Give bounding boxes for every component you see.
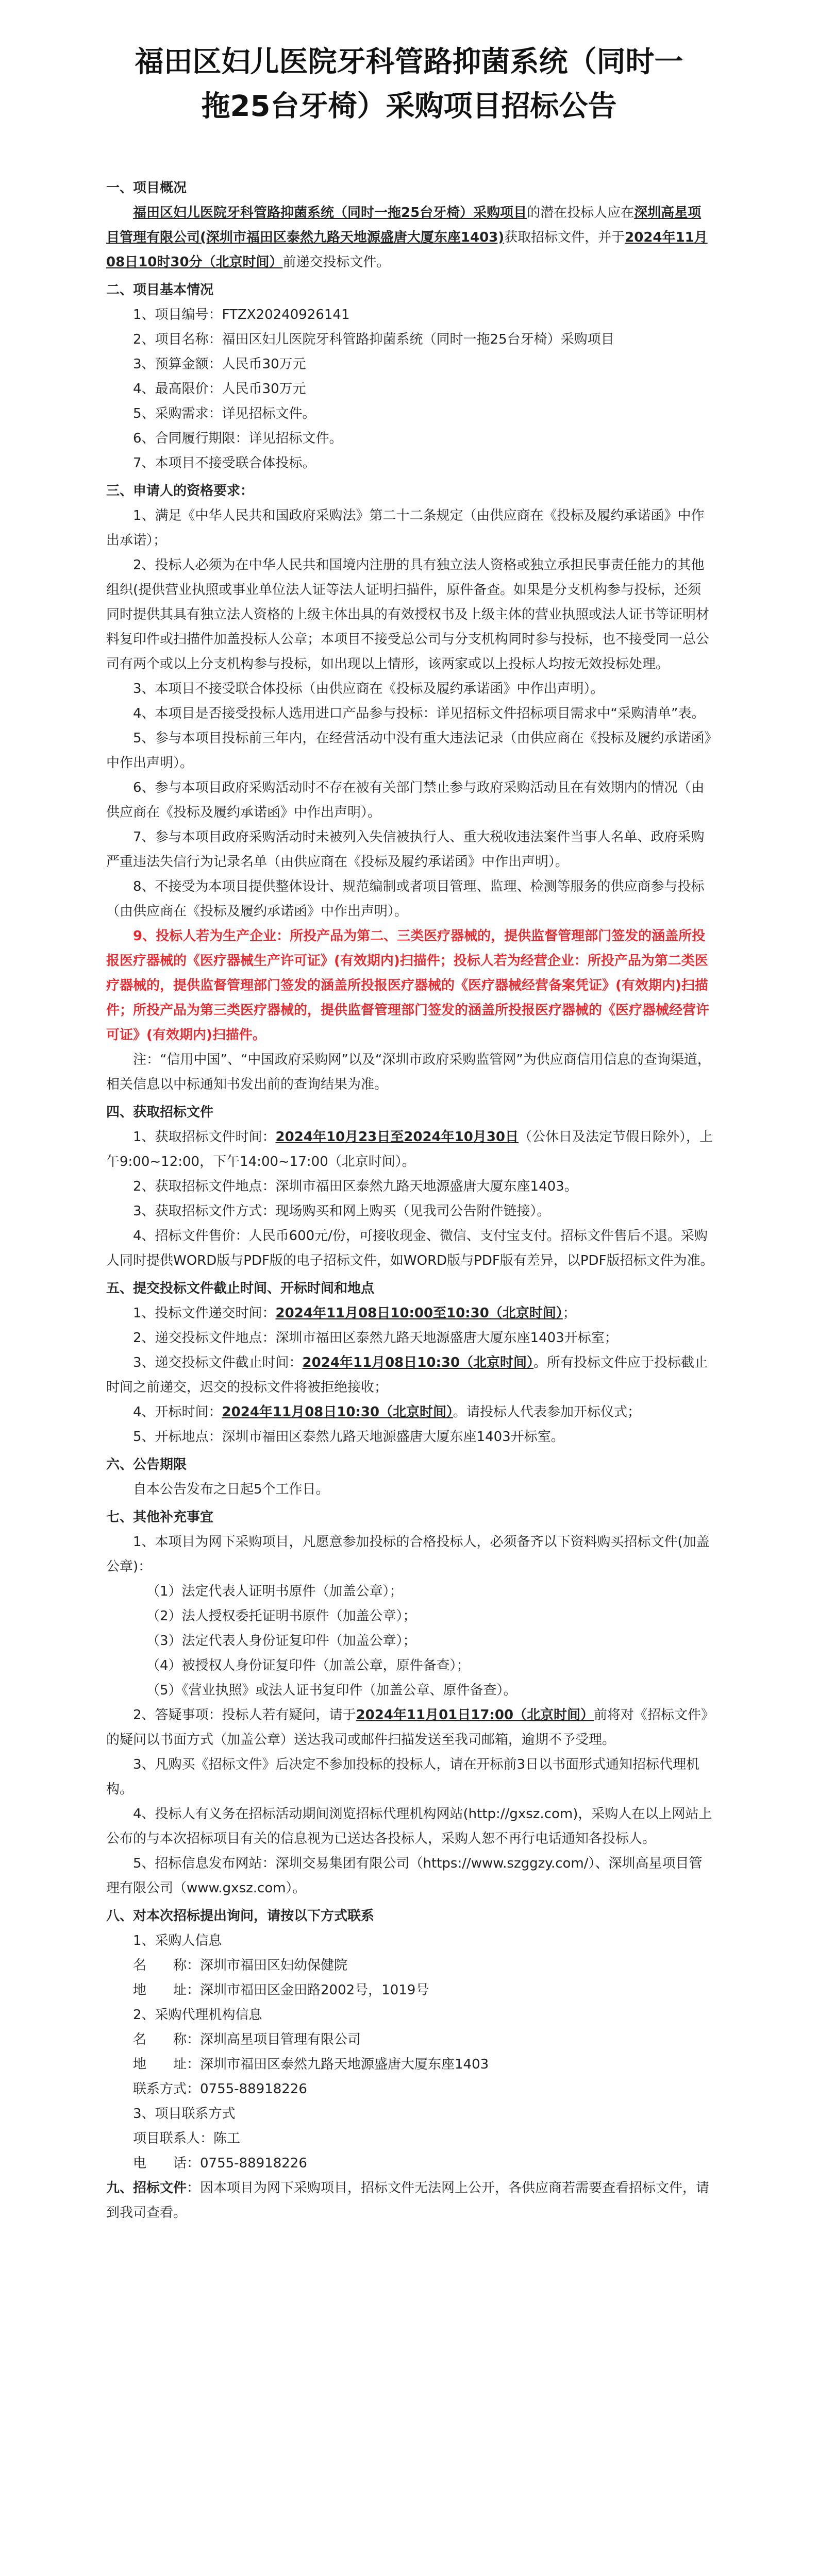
project-info-item: 5、采购需求：详见招标文件。 — [133, 406, 316, 421]
qualification-item: 4、本项目是否接受投标人选用进口产品参与投标：详见招标文件招标项目需求中“采购清单”表。 — [133, 706, 705, 721]
opening-place: 5、开标地点：深圳市福田区泰然九路天地源盛唐大厦东座1403开标室。 — [133, 1429, 564, 1445]
agency-phone: 联系方式：0755-88918226 — [133, 2081, 307, 2097]
section-6-heading: 六、公告期限 — [106, 1457, 187, 1472]
document-price: 4、招标文件售价：人民币600元/份，可接收现金、微信、支付宝支付。招标文件售后不退。采购人同时提供WORD版与PDF版的电子招标文件，如WORD版与PDF版有差异，以PDF版招标文件为准。 — [106, 1228, 714, 1268]
page-title-line-2: 拖25台牙椅）采购项目招标公告 — [201, 90, 617, 123]
purchaser-address: 地 址：深圳市福田区金田路2002号，1019号 — [133, 1982, 429, 1998]
project-contact-phone: 电 话：0755-88918226 — [133, 2156, 307, 2171]
qualification-item: 2、投标人必须为在中华人民共和国境内注册的具有独立法人资格或独立承担民事责任能力的其他组织(提供营业执照或事业单位法人证等法人证明扫描件，原件备查。如果是分支机构参与投标，还须同时提供其具有独立法人资格的上级主体出具的有效授权书及上级主体的营业执照或法人证书等证明材料复印件或扫描件加盖投标人公章；本项目不接受总公司与分支机构同时参与投标，也不接受同一总公司有两个或以上分支机构参与投标，如出现以上情形，该两家或以上投标人均按无效投标处理。 — [106, 557, 710, 672]
text: 。所有投标文件应于投标截止时间之前递交，迟交的投标文件将被拒绝接收； — [106, 1355, 708, 1395]
text: 。请投标人代表参加开标仪式； — [453, 1404, 641, 1420]
section-9-text: ：因本项目为网下采购项目，招标文件无法网上公开，各供应商若需要查看招标文件，请到我司查看。 — [106, 2180, 710, 2221]
section-9 — [106, 2176, 714, 2225]
required-doc-item: （2）法人授权委托证明书原件（加盖公章）； — [146, 1608, 416, 1624]
website-note: 4、投标人有义务在招标活动期间浏览招标代理机构网站(http://gxsz.com)，采购人在以上网站上公布的与本次招标项目有关的信息视为已送达各投标人，采购人恕不再行电话通知各投标人。 — [106, 1806, 712, 1846]
announcement-body — [106, 173, 714, 2225]
section-8-heading: 八、对本次招标提出询问，请按以下方式联系 — [106, 1908, 375, 1924]
project-info-item: 6、合同履行期限：详见招标文件。 — [133, 431, 343, 446]
text: （公休日及法定节假日除外），上午9:00~12:00，下午14:00~17:00（北京时间）。 — [106, 1129, 713, 1170]
agency-info-heading: 2、采购代理机构信息 — [133, 2007, 262, 2023]
submission-window: 2024年11月08日10:00至10:30（北京时间） — [275, 1306, 563, 1321]
section-1-paragraph — [106, 200, 714, 275]
required-doc-item: （3）法定代表人身份证复印件（加盖公章）； — [146, 1633, 416, 1649]
publish-sites: 5、招标信息发布网站：深圳交易集团有限公司（https://www.szggzy.com/）、深圳高星项目管理有限公司（www.gxsz.com）。 — [106, 1856, 703, 1896]
text: 前将对《招标文件》的疑问以书面方式（加盖公章）送达我司或邮件扫描发送至我司邮箱，逾期不予受理。 — [106, 1707, 708, 1748]
acquisition-place: 2、获取招标文件地点：深圳市福田区泰然九路天地源盛唐大厦东座1403。 — [133, 1179, 578, 1194]
text: 1、获取招标文件时间： — [133, 1129, 276, 1145]
project-info-item: 7、本项目不接受联合体投标。 — [133, 455, 316, 471]
text: 获取招标文件，并于 — [504, 230, 625, 245]
notice-period: 自本公告发布之日起5个工作日。 — [133, 1482, 329, 1497]
qualification-item: 8、不接受为本项目提供整体设计、规范编制或者项目管理、监理、检测等服务的供应商参与投标（由供应商在《投标及履约承诺函》中作出声明）。 — [106, 879, 705, 919]
project-info-item: 3、预算金额：人民币30万元 — [133, 357, 306, 372]
qualification-item: 5、参与本项目投标前三年内，在经营活动中没有重大违法记录（由供应商在《投标及履约承诺函》中作出声明）。 — [106, 731, 711, 771]
deadline: 2024年11月08日10时30分（北京时间） — [106, 230, 708, 270]
opening-time — [106, 1400, 714, 1425]
project-contact-heading: 3、项目联系方式 — [133, 2106, 236, 2122]
agency-address-line: 地 址：深圳市福田区泰然九路天地源盛唐大厦东座1403 — [133, 2057, 489, 2072]
qualification-item: 6、参与本项目政府采购活动时不存在被有关部门禁止参与政府采购活动且在有效期内的情况（由供应商在《投标及履约承诺函》中作出声明）。 — [106, 780, 705, 820]
section-4-heading: 四、获取招标文件 — [106, 1105, 214, 1120]
opening-datetime: 2024年11月08日10:30（北京时间） — [222, 1404, 454, 1420]
section-5-heading: 五、提交投标文件截止时间、开标时间和地点 — [106, 1281, 375, 1296]
section-9-heading: 九、招标文件 — [106, 2180, 187, 2196]
text: ； — [562, 1306, 576, 1321]
page-title-line-1: 福田区妇儿医院牙科管路抑菌系统（同时一 — [135, 45, 683, 79]
text: 1、投标文件递交时间： — [133, 1306, 276, 1321]
agency-address: 深圳高星项目管理有限公司(深圳市福田区泰然九路天地源盛唐大厦东座1403) — [106, 205, 702, 245]
credit-note: 注：“信用中国”、“中国政府采购网”以及“深圳市政府采购监管网”为供应商信用信息的查询渠道，相关信息以中标通知书发出前的查询结果为准。 — [106, 1052, 711, 1092]
withdraw-note: 3、凡购买《招标文件》后决定不参加投标的投标人，请在开标前3日以书面形式通知招标代理机构。 — [106, 1757, 700, 1797]
submission-place: 2、递交投标文件地点：深圳市福田区泰然九路天地源盛唐大厦东座1403开标室； — [133, 1330, 618, 1346]
text: 4、开标时间： — [133, 1404, 222, 1420]
submission-time — [106, 1301, 714, 1326]
acquisition-dates: 2024年10月23日至2024年10月30日 — [275, 1129, 519, 1145]
qa-note — [106, 1703, 714, 1752]
required-doc-item: （5）《营业执照》或法人证书复印件（加盖公章、原件备查）。 — [146, 1683, 517, 1698]
acquisition-method: 3、获取招标文件方式：现场购买和网上购买（见我司公告附件链接）。 — [133, 1204, 550, 1219]
project-name-link: 福田区妇儿医院牙科管路抑菌系统（同时一拖25台牙椅）采购项目 — [133, 205, 527, 221]
acquisition-time — [106, 1125, 714, 1174]
qa-deadline: 2024年11月01日17:00（北京时间） — [356, 1707, 594, 1723]
project-info-item: 4、最高限价：人民币30万元 — [133, 381, 306, 397]
project-info-item: 1、项目编号：FTZX20240926141 — [133, 307, 350, 323]
text: 3、递交投标文件截止时间： — [133, 1355, 303, 1370]
qualification-item: 1、满足《中华人民共和国政府采购法》第二十二条规定（由供应商在《投标及履约承诺函》中作出承诺）； — [106, 508, 705, 548]
text: 前递交投标文件。 — [282, 255, 390, 270]
agency-name: 名 称：深圳高星项目管理有限公司 — [133, 2032, 361, 2047]
qualification-item: 7、参与本项目政府采购活动时未被列入失信被执行人、重大税收违法案件当事人名单、政府采购严重违法失信行为记录名单（由供应商在《投标及履约承诺函》中作出声明）。 — [106, 829, 705, 870]
section-1-heading: 一、项目概况 — [106, 180, 187, 196]
submission-deadline — [106, 1350, 714, 1400]
text: 的潜在投标人应在 — [527, 205, 635, 221]
offline-purchase-note: 1、本项目为网下采购项目，凡愿意参加投标的合格投标人，必须备齐以下资料购买招标文件(加盖公章)： — [106, 1534, 710, 1574]
required-doc-item: （1）法定代表人证明书原件（加盖公章）； — [146, 1584, 403, 1599]
section-7-heading: 七、其他补充事宜 — [106, 1510, 214, 1525]
project-contact-person: 项目联系人：陈工 — [133, 2131, 241, 2146]
deadline-time: 2024年11月08日10:30（北京时间） — [302, 1355, 534, 1370]
section-2-heading: 二、项目基本情况 — [106, 282, 214, 298]
qualification-item-medical-device: 9、投标人若为生产企业：所投产品为第二、三类医疗器械的，提供监督管理部门签发的涵盖所投报医疗器械的《医疗器械生产许可证》(有效期内)扫描件；投标人若为经营企业：所投产品为第二类医疗器械的，提供监督管理部门签发的涵盖所投报医疗器械的《医疗器械经营备案凭证》(有效期内)扫描件；所投产品为第三类医疗器械的，提供监督管理部门签发的涵盖所投报医疗器械的《医疗器械经营许可证》(有效期内)扫描件。 — [106, 928, 710, 1043]
text: 2、答疑事项：投标人若有疑问，请于 — [133, 1707, 356, 1723]
project-info-item: 2、项目名称：福田区妇儿医院牙科管路抑菌系统（同时一拖25台牙椅）采购项目 — [133, 332, 614, 347]
purchaser-name: 名 称：深圳市福田区妇幼保健院 — [133, 1958, 348, 1973]
required-doc-item: （4）被授权人身份证复印件（加盖公章，原件备查）； — [146, 1658, 470, 1673]
qualification-item: 3、本项目不接受联合体投标（由供应商在《投标及履约承诺函》中作出声明）。 — [133, 681, 604, 697]
section-3-heading: 三、申请人的资格要求： — [106, 483, 254, 499]
purchaser-info-heading: 1、采购人信息 — [133, 1933, 222, 1948]
